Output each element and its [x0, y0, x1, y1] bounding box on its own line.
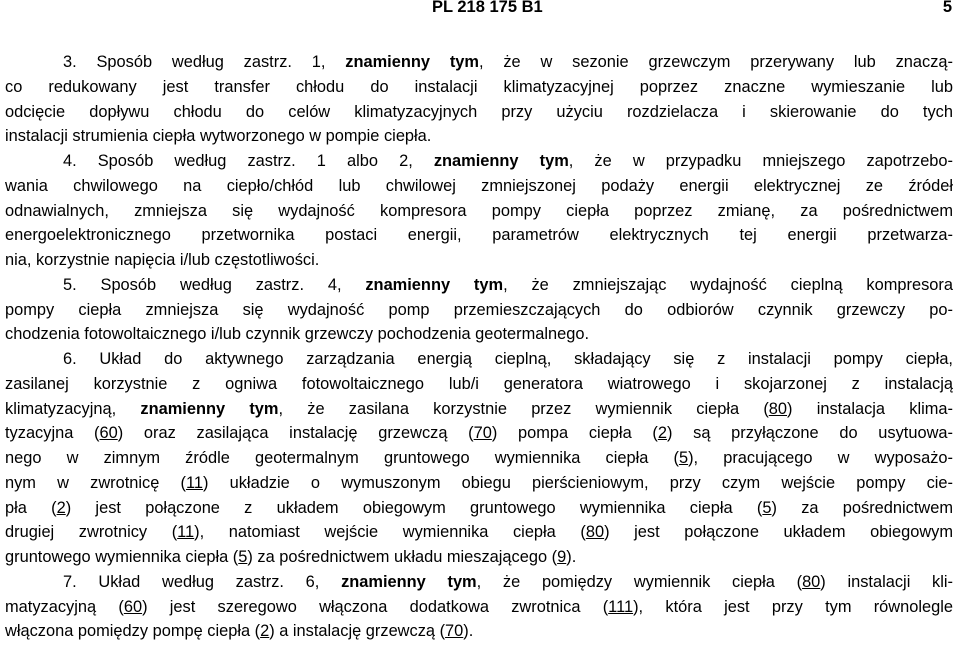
text-segment: nia, korzystnie napięcia i/lub częstotliwości. — [5, 251, 320, 269]
text-segment: zasilanej korzystnie z ogniwa fotowoltaicznego lub/i generatora wiatrowego i skojarzonej z instalacją — [5, 374, 953, 393]
text-segment: 4. Sposób według zastrz. 1 albo 2, — [63, 152, 434, 170]
reference-numeral: 60 — [123, 597, 143, 616]
claim-4 — [5, 149, 953, 273]
text-segment: ) oraz zasilająca instalację grzewczą ( — [117, 424, 474, 443]
text-line — [5, 75, 953, 100]
text-segment: wania chwilowego na ciepło/chłód lub chwilowej zmniejszonej podaży energii elektrycznej ze źródeł — [5, 176, 953, 195]
claim-6 — [5, 347, 953, 570]
text-line — [5, 100, 953, 125]
reference-numeral: 70 — [445, 622, 464, 641]
claim-3 — [5, 50, 953, 149]
text-line — [5, 372, 953, 397]
text-segment: nego w zimnym źródle geotermalnym gruntowego wymiennika ciepła ( — [5, 449, 679, 467]
reference-numeral: 80 — [585, 523, 605, 542]
text-segment: pła ( — [5, 498, 57, 517]
text-segment: ), natomiast wejście wymiennika ciepła ( — [194, 523, 586, 542]
text-segment: ), która jest przy tym równolegle — [633, 597, 954, 616]
text-segment: tyzacyjna ( — [5, 424, 100, 443]
text-segment: instalacji strumienia ciepła wytworzonego w pompie ciepła. — [5, 127, 432, 146]
text-line — [5, 273, 953, 298]
text-segment: odnawialnych, zmniejsza się wydajność kompresora pompy ciepła poprzez zmianę, za pośrednictwem — [5, 201, 953, 220]
reference-numeral: 60 — [99, 424, 118, 443]
text-segment: , że zasilana korzystnie przez wymiennik ciepła ( — [278, 399, 769, 418]
text-segment: , że zmniejszając wydajność cieplną kompresora — [503, 275, 953, 294]
page-number: 5 — [942, 0, 952, 16]
bold-phrase: znamienny tym — [345, 53, 479, 71]
text-line — [5, 471, 953, 496]
text-segment: ) za pośrednictwem układu mieszającego ( — [247, 548, 558, 566]
text-segment: 5. Sposób według zastrz. 4, — [63, 275, 366, 294]
text-segment: ) pompa ciepła ( — [491, 424, 658, 443]
text-segment: włączona pomiędzy pompę ciepła ( — [5, 622, 261, 641]
text-segment: ) instalacji kli- — [820, 572, 953, 591]
bold-phrase: znamienny tym — [433, 152, 569, 170]
reference-numeral: 9 — [557, 548, 567, 566]
text-line — [5, 149, 953, 174]
text-segment: odcięcie dopływu chłodu do celów klimatyzacyjnych przy użyciu rozdzielacza i skierowanie do tych — [5, 102, 953, 121]
text-segment: ). — [566, 548, 577, 566]
reference-numeral: 11 — [185, 473, 203, 492]
text-segment: 3. Sposób według zastrz. 1, — [63, 53, 346, 71]
text-segment: gruntowego wymiennika ciepła ( — [5, 548, 239, 566]
text-segment: co redukowany jest transfer chłodu do instalacji klimatyzacyjnej poprzez znaczne wymieszanie lub — [5, 77, 953, 96]
text-line — [5, 619, 953, 644]
text-segment: , że w sezonie grzewczym przerywany lub znaczą- — [478, 53, 953, 71]
bold-phrase: znamienny tym — [140, 399, 279, 418]
reference-numeral: 111 — [608, 597, 634, 616]
text-line — [5, 248, 953, 273]
text-segment: chodzenia fotowoltaicznego i/lub czynnik grzewczy pochodzenia geotermalnego. — [5, 325, 590, 344]
text-segment: ) a instalację grzewczą ( — [269, 622, 446, 641]
text-line — [5, 347, 953, 372]
text-line — [5, 199, 953, 224]
text-segment: ) jest połączone z układem obiegowym gruntowego wymiennika ciepła ( — [65, 498, 763, 517]
text-segment: 6. Układ do aktywnego zarządzania energią cieplną, składający się z instalacji pompy ciepła, — [63, 350, 953, 368]
text-segment: energoelektronicznego przetwornika postaci energii, parametrów elektrycznych tej energii przetwarza- — [5, 226, 953, 245]
claim-5 — [5, 273, 953, 347]
text-line — [5, 520, 953, 545]
text-segment: ) jest połączone układem obiegowym — [604, 523, 954, 542]
text-line — [5, 570, 953, 595]
text-segment: drugiej zwrotnicy ( — [5, 523, 178, 542]
text-segment: , że w przypadku mniejszego zapotrzebo- — [568, 152, 954, 170]
reference-numeral: 5 — [678, 449, 689, 467]
reference-numeral: 5 — [762, 498, 772, 517]
text-line — [5, 124, 953, 149]
text-segment: ) za pośrednictwem — [771, 498, 953, 517]
reference-numeral: 11 — [177, 523, 195, 542]
text-segment: ) są przyłączone do usytuowa- — [666, 424, 953, 443]
text-line — [5, 223, 953, 248]
text-segment: , że pomiędzy wymiennik ciepła ( — [476, 572, 803, 591]
text-segment: klimatyzacyjną, — [5, 399, 141, 418]
text-line — [5, 446, 953, 471]
text-segment: ). — [463, 622, 474, 641]
text-line — [5, 595, 953, 620]
text-segment: matyzacyjną ( — [5, 597, 124, 616]
text-line — [5, 174, 953, 199]
text-line — [5, 545, 953, 570]
patent-number: PL 218 175 B1 — [432, 0, 543, 16]
page-header — [0, 0, 959, 20]
text-segment: 7. Układ według zastrz. 6, — [63, 572, 342, 591]
text-segment: ) jest szeregowo włączona dodatkowa zwrotnica ( — [142, 597, 609, 616]
text-segment: nym w zwrotnicę ( — [5, 473, 186, 492]
text-line — [5, 421, 953, 446]
text-line — [5, 50, 953, 75]
text-line — [5, 322, 953, 347]
text-line — [5, 397, 953, 422]
text-segment: ) instalacja klima- — [787, 399, 953, 418]
text-line — [5, 298, 953, 323]
bold-phrase: znamienny tym — [341, 572, 477, 591]
claim-7 — [5, 570, 953, 644]
text-segment: ), pracującego w wyposażo- — [688, 449, 953, 467]
reference-numeral: 2 — [657, 424, 667, 443]
bold-phrase: znamienny tym — [365, 275, 504, 294]
text-segment: pompy ciepła zmniejsza się wydajność pomp przemieszczających do odbiorów czynnik grzewczy po- — [5, 300, 953, 319]
reference-numeral: 2 — [260, 622, 270, 641]
reference-numeral: 80 — [802, 572, 821, 591]
reference-numeral: 70 — [473, 424, 492, 443]
text-line — [5, 496, 953, 521]
reference-numeral: 80 — [768, 399, 788, 418]
reference-numeral: 2 — [56, 498, 66, 517]
claims-text — [5, 50, 953, 644]
text-segment: ) układzie o wymuszonym obiegu pierścieniowym, przy czym wejście pompy cie- — [203, 473, 953, 492]
reference-numeral: 5 — [238, 548, 248, 566]
